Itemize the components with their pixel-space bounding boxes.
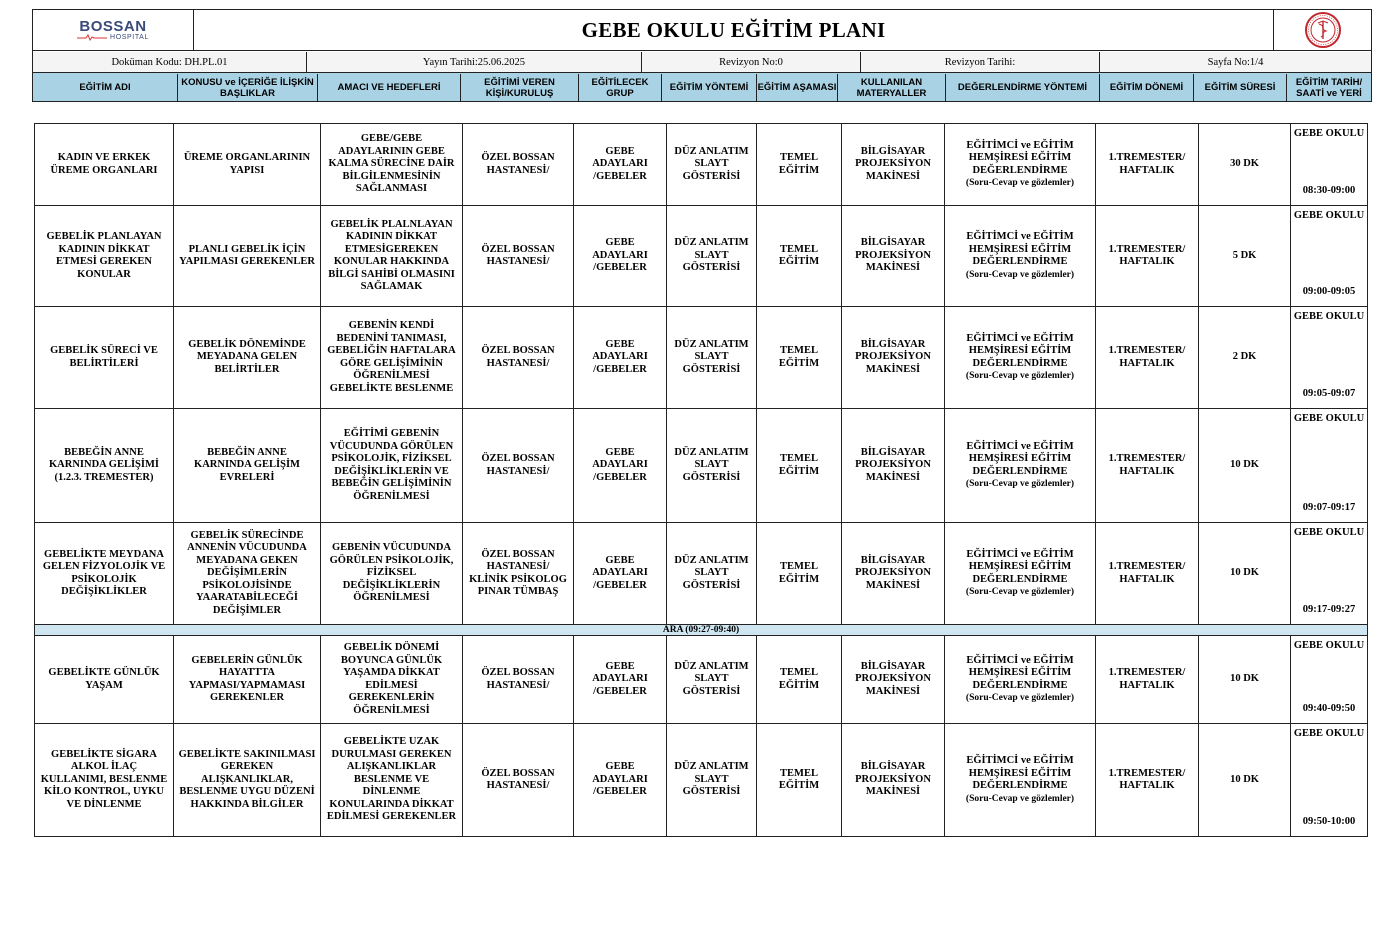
- cell-trainer: ÖZEL BOSSAN HASTANESİ/: [463, 409, 574, 523]
- evaluation-note: (Soru-Cevap ve gözlemler): [965, 587, 1075, 597]
- evaluation-note: (Soru-Cevap ve gözlemler): [965, 479, 1075, 489]
- cell-method: DÜZ ANLATIM SLAYT GÖSTERİSİ: [667, 124, 757, 206]
- cell-method: DÜZ ANLATIM SLAYT GÖSTERİSİ: [667, 523, 757, 625]
- evaluation-note: (Soru-Cevap ve gözlemler): [965, 693, 1075, 703]
- cell-training-name: GEBELİKTE GÜNLÜK YAŞAM: [35, 636, 174, 724]
- evaluation-text: EĞİTİMCİ ve EĞİTİM HEMŞİRESİ EĞİTİM DEĞERLENDİRME: [966, 231, 1074, 267]
- cell-duration: 30 DK: [1199, 124, 1291, 206]
- ministry-seal: [1273, 10, 1371, 50]
- time-text: 09:17-09:27: [1302, 603, 1356, 615]
- cell-materials: BİLGİSAYAR PROJEKSİYON MAKİNESİ: [842, 307, 945, 409]
- page-number: Sayfa No:1/4: [1100, 52, 1371, 72]
- place-text: GEBE OKULU: [1293, 210, 1365, 221]
- time-text: 09:40-09:50: [1302, 702, 1356, 714]
- cell-materials: BİLGİSAYAR PROJEKSİYON MAKİNESİ: [842, 206, 945, 307]
- cell-duration: 10 DK: [1199, 523, 1291, 625]
- cell-topic: BEBEĞİN ANNE KARNINDA GELİŞİM EVRELERİ: [174, 409, 321, 523]
- cell-stage: TEMEL EĞİTİM: [757, 206, 842, 307]
- doc-code: Doküman Kodu: DH.PL.01: [33, 52, 307, 72]
- cell-training-name: GEBELİK PLANLAYAN KADININ DİKKAT ETMESİ GEREKEN KONULAR: [35, 206, 174, 307]
- cell-period: 1.TREMESTER/ HAFTALIK: [1096, 307, 1199, 409]
- cell-trainer: ÖZEL BOSSAN HASTANESİ/: [463, 307, 574, 409]
- evaluation-text: EĞİTİMCİ ve EĞİTİM HEMŞİRESİ EĞİTİM DEĞERLENDİRME: [966, 139, 1074, 176]
- cell-trainer: ÖZEL BOSSAN HASTANESİ/: [463, 206, 574, 307]
- cell-stage: TEMEL EĞİTİM: [757, 724, 842, 837]
- cell-trainer: ÖZEL BOSSAN HASTANESİ/: [463, 124, 574, 206]
- cell-goal: GEBENİN KENDİ BEDENİNİ TANIMASI, GEBELİĞİN HAFTALARA GÖRE GELİŞİMİNİN ÖĞRENİLMESİ GEBELİKTE BESLENME: [321, 307, 463, 409]
- cell-training-name: KADIN VE ERKEK ÜREME ORGANLARI: [35, 124, 174, 206]
- cell-group: GEBE ADAYLARI /GEBELER: [574, 307, 667, 409]
- cell-stage: TEMEL EĞİTİM: [757, 636, 842, 724]
- revision-date: Revizyon Tarihi:: [861, 52, 1100, 72]
- cell-group: GEBE ADAYLARI /GEBELER: [574, 124, 667, 206]
- cell-period: 1.TREMESTER/ HAFTALIK: [1096, 523, 1199, 625]
- break-label: ARA (09:27-09:40): [35, 625, 1368, 636]
- place-text: GEBE OKULU: [1293, 311, 1365, 322]
- time-text: 08:30-09:00: [1302, 184, 1356, 196]
- evaluation-text: EĞİTİMCİ ve EĞİTİM HEMŞİRESİ EĞİTİM DEĞERLENDİRME: [966, 332, 1074, 369]
- cell-group: GEBE ADAYLARI /GEBELER: [574, 636, 667, 724]
- cell-method: DÜZ ANLATIM SLAYT GÖSTERİSİ: [667, 307, 757, 409]
- cell-topic: PLANLI GEBELİK İÇİN YAPILMASI GEREKENLER: [174, 206, 321, 307]
- cell-trainer: ÖZEL BOSSAN HASTANESİ/: [463, 724, 574, 837]
- cell-evaluation: [945, 124, 1096, 206]
- col-header-trainer: EĞİTİMİ VEREN KİŞİ/KURULUŞ: [461, 74, 579, 101]
- evaluation-note: (Soru-Cevap ve gözlemler): [965, 269, 1075, 280]
- cell-duration: 10 DK: [1199, 724, 1291, 837]
- evaluation-text: EĞİTİMCİ ve EĞİTİM HEMŞİRESİ EĞİTİM DEĞERLENDİRME: [966, 548, 1074, 585]
- cell-training-name: GEBELİKTE MEYDANA GELEN FİZYOLOJİK VE PSİKOLOJİK DEĞİŞİKLİKLER: [35, 523, 174, 625]
- col-header-duration: EĞİTİM SÜRESİ: [1194, 74, 1287, 101]
- evaluation-text: EĞİTİMCİ ve EĞİTİM HEMŞİRESİ EĞİTİM DEĞERLENDİRME: [966, 440, 1074, 477]
- table-row: [35, 307, 1368, 409]
- publish-date: Yayın Tarihi:25.06.2025: [307, 52, 642, 72]
- cell-training-name: GEBELİKTE SİGARA ALKOL İLAÇ KULLANIMI, BESLENME KİLO KONTROL, UYKU VE DİNLENME: [35, 724, 174, 837]
- table-row: [35, 724, 1368, 837]
- cell-duration: 5 DK: [1199, 206, 1291, 307]
- cell-evaluation: [945, 307, 1096, 409]
- cell-goal: GEBENİN VÜCUDUNDA GÖRÜLEN PSİKOLOJİK, FİZİKSEL DEĞİŞİKLİKLERİN ÖĞRENİLMESİ: [321, 523, 463, 625]
- evaluation-text: EĞİTİMCİ ve EĞİTİM HEMŞİRESİ EĞİTİM DEĞERLENDİRME: [966, 755, 1074, 791]
- cell-training-name: GEBELİK SÜRECİ VE BELİRTİLERİ: [35, 307, 174, 409]
- time-text: 09:07-09:17: [1302, 501, 1356, 513]
- cell-date-time-place: [1291, 307, 1368, 409]
- cell-evaluation: [945, 523, 1096, 625]
- col-header-evaluation: DEĞERLENDİRME YÖNTEMİ: [946, 74, 1100, 101]
- cell-evaluation: [945, 206, 1096, 307]
- time-text: 09:05-09:07: [1302, 387, 1356, 399]
- cell-duration: 2 DK: [1199, 307, 1291, 409]
- cell-topic: GEBELİKTE SAKINILMASI GEREKEN ALIŞKANLIKLAR, BESLENME UYGU DÜZENİ HAKKINDA BİLGİLER: [174, 724, 321, 837]
- cell-date-time-place: [1291, 206, 1368, 307]
- cell-group: GEBE ADAYLARI /GEBELER: [574, 206, 667, 307]
- col-header-goal: AMACI VE HEDEFLERİ: [318, 74, 461, 101]
- place-text: GEBE OKULU: [1293, 527, 1365, 538]
- col-header-materials: KULLANILAN MATERYALLER: [838, 74, 946, 101]
- cell-duration: 10 DK: [1199, 636, 1291, 724]
- break-row: [35, 625, 1368, 636]
- cell-group: GEBE ADAYLARI /GEBELER: [574, 409, 667, 523]
- hospital-logo: [33, 10, 194, 50]
- cell-date-time-place: [1291, 409, 1368, 523]
- heartbeat-icon: [77, 34, 107, 41]
- cell-goal: GEBE/GEBE ADAYLARININ GEBE KALMA SÜRECİNE DAİR BİLGİLENMESİNİN SAĞLANMASI: [321, 124, 463, 206]
- place-text: GEBE OKULU: [1293, 413, 1365, 424]
- place-text: GEBE OKULU: [1293, 128, 1365, 139]
- cell-period: 1.TREMESTER/ HAFTALIK: [1096, 124, 1199, 206]
- cell-date-time-place: [1291, 724, 1368, 837]
- cell-goal: GEBELİKTE UZAK DURULMASI GEREKEN ALIŞKANLIKLAR BESLENME VE DİNLENME KONULARINDA DİKKAT EDİLMESİ GEREKENLER: [321, 724, 463, 837]
- evaluation-note: (Soru-Cevap ve gözlemler): [965, 178, 1075, 188]
- cell-materials: BİLGİSAYAR PROJEKSİYON MAKİNESİ: [842, 124, 945, 206]
- cell-materials: BİLGİSAYAR PROJEKSİYON MAKİNESİ: [842, 409, 945, 523]
- cell-method: DÜZ ANLATIM SLAYT GÖSTERİSİ: [667, 409, 757, 523]
- cell-group: GEBE ADAYLARI /GEBELER: [574, 724, 667, 837]
- cell-topic: GEBELERİN GÜNLÜK HAYATTTA YAPMASI/YAPMAMASI GEREKENLER: [174, 636, 321, 724]
- time-text: 09:00-09:05: [1302, 285, 1356, 297]
- cell-method: DÜZ ANLATIM SLAYT GÖSTERİSİ: [667, 206, 757, 307]
- evaluation-note: (Soru-Cevap ve gözlemler): [965, 793, 1075, 804]
- cell-materials: BİLGİSAYAR PROJEKSİYON MAKİNESİ: [842, 523, 945, 625]
- col-header-group: EĞİTİLECEK GRUP: [579, 74, 662, 101]
- revision-no: Revizyon No:0: [642, 52, 861, 72]
- cell-date-time-place: [1291, 523, 1368, 625]
- cell-stage: TEMEL EĞİTİM: [757, 523, 842, 625]
- table-row: [35, 124, 1368, 206]
- place-text: GEBE OKULU: [1293, 640, 1365, 651]
- cell-materials: BİLGİSAYAR PROJEKSİYON MAKİNESİ: [842, 724, 945, 837]
- cell-method: DÜZ ANLATIM SLAYT GÖSTERİSİ: [667, 636, 757, 724]
- cell-method: DÜZ ANLATIM SLAYT GÖSTERİSİ: [667, 724, 757, 837]
- cell-evaluation: [945, 724, 1096, 837]
- cell-date-time-place: [1291, 124, 1368, 206]
- col-header-topic: KONUSU ve İÇERİĞE İLİŞKİN BAŞLIKLAR: [178, 74, 318, 101]
- logo-sub-text: HOSPITAL: [110, 34, 149, 41]
- cell-stage: TEMEL EĞİTİM: [757, 307, 842, 409]
- cell-training-name: BEBEĞİN ANNE KARNINDA GELİŞİMİ (1.2.3. TREMESTER): [35, 409, 174, 523]
- table-row: [35, 409, 1368, 523]
- col-header-name: EĞİTİM ADI: [33, 74, 178, 101]
- cell-group: GEBE ADAYLARI /GEBELER: [574, 523, 667, 625]
- cell-period: 1.TREMESTER/ HAFTALIK: [1096, 206, 1199, 307]
- evaluation-text: EĞİTİMCİ ve EĞİTİM HEMŞİRESİ EĞİTİM DEĞERLENDİRME: [966, 654, 1074, 691]
- cell-topic: GEBELİK SÜRECİNDE ANNENİN VÜCUDUNDA MEYADANA GEKEN DEĞİŞİMLERİN PSİKOLOJİSİNDE YAARATABİLECEĞİ DEĞİŞİMLER: [174, 523, 321, 625]
- cell-period: 1.TREMESTER/ HAFTALIK: [1096, 409, 1199, 523]
- cell-trainer: ÖZEL BOSSAN HASTANESİ/ KLİNİK PSİKOLOG PINAR TÜMBAŞ: [463, 523, 574, 625]
- cell-period: 1.TREMESTER/ HAFTALIK: [1096, 724, 1199, 837]
- logo-main-text: BOSSAN: [79, 18, 147, 35]
- cell-goal: GEBELİK DÖNEMİ BOYUNCA GÜNLÜK YAŞAMDA DİKKAT EDİLMESİ GEREKENLERİN ÖĞRENİLMESİ: [321, 636, 463, 724]
- cell-period: 1.TREMESTER/ HAFTALIK: [1096, 636, 1199, 724]
- col-header-method: EĞİTİM YÖNTEMİ: [662, 74, 757, 101]
- cell-goal: GEBELİK PLALNLAYAN KADININ DİKKAT ETMESİGEREKEN KONULAR HAKKINDA BİLGİ SAHİBİ OLMASINI SAĞLAMAK: [321, 206, 463, 307]
- cell-materials: BİLGİSAYAR PROJEKSİYON MAKİNESİ: [842, 636, 945, 724]
- col-header-date-time-place: EĞİTİM TARİH/ SAATİ ve YERİ: [1287, 74, 1371, 101]
- page-title: GEBE OKULU EĞİTİM PLANI: [581, 17, 886, 42]
- cell-stage: TEMEL EĞİTİM: [757, 124, 842, 206]
- cell-topic: ÜREME ORGANLARININ YAPISI: [174, 124, 321, 206]
- col-header-stage: EĞİTİM AŞAMASI: [757, 74, 838, 101]
- table-row: [35, 636, 1368, 724]
- training-plan-table: [34, 123, 1368, 837]
- ministry-seal-icon: [1304, 11, 1342, 49]
- cell-date-time-place: [1291, 636, 1368, 724]
- place-text: GEBE OKULU: [1293, 728, 1365, 739]
- cell-goal: EĞİTİMİ GEBENİN VÜCUDUNDA GÖRÜLEN PSİKOLOJİK, FİZİKSEL DEĞİŞİKLİKLERİN VE BEBEĞİN GELİŞİMİNİN ÖĞRENİLMESİ: [321, 409, 463, 523]
- cell-topic: GEBELİK DÖNEMİNDE MEYADANA GELEN BELİRTİLER: [174, 307, 321, 409]
- evaluation-note: (Soru-Cevap ve gözlemler): [965, 371, 1075, 381]
- cell-trainer: ÖZEL BOSSAN HASTANESİ/: [463, 636, 574, 724]
- table-row: [35, 523, 1368, 625]
- table-row: [35, 206, 1368, 307]
- col-header-period: EĞİTİM DÖNEMİ: [1100, 74, 1194, 101]
- cell-stage: TEMEL EĞİTİM: [757, 409, 842, 523]
- cell-duration: 10 DK: [1199, 409, 1291, 523]
- time-text: 09:50-10:00: [1302, 815, 1356, 827]
- cell-evaluation: [945, 636, 1096, 724]
- cell-evaluation: [945, 409, 1096, 523]
